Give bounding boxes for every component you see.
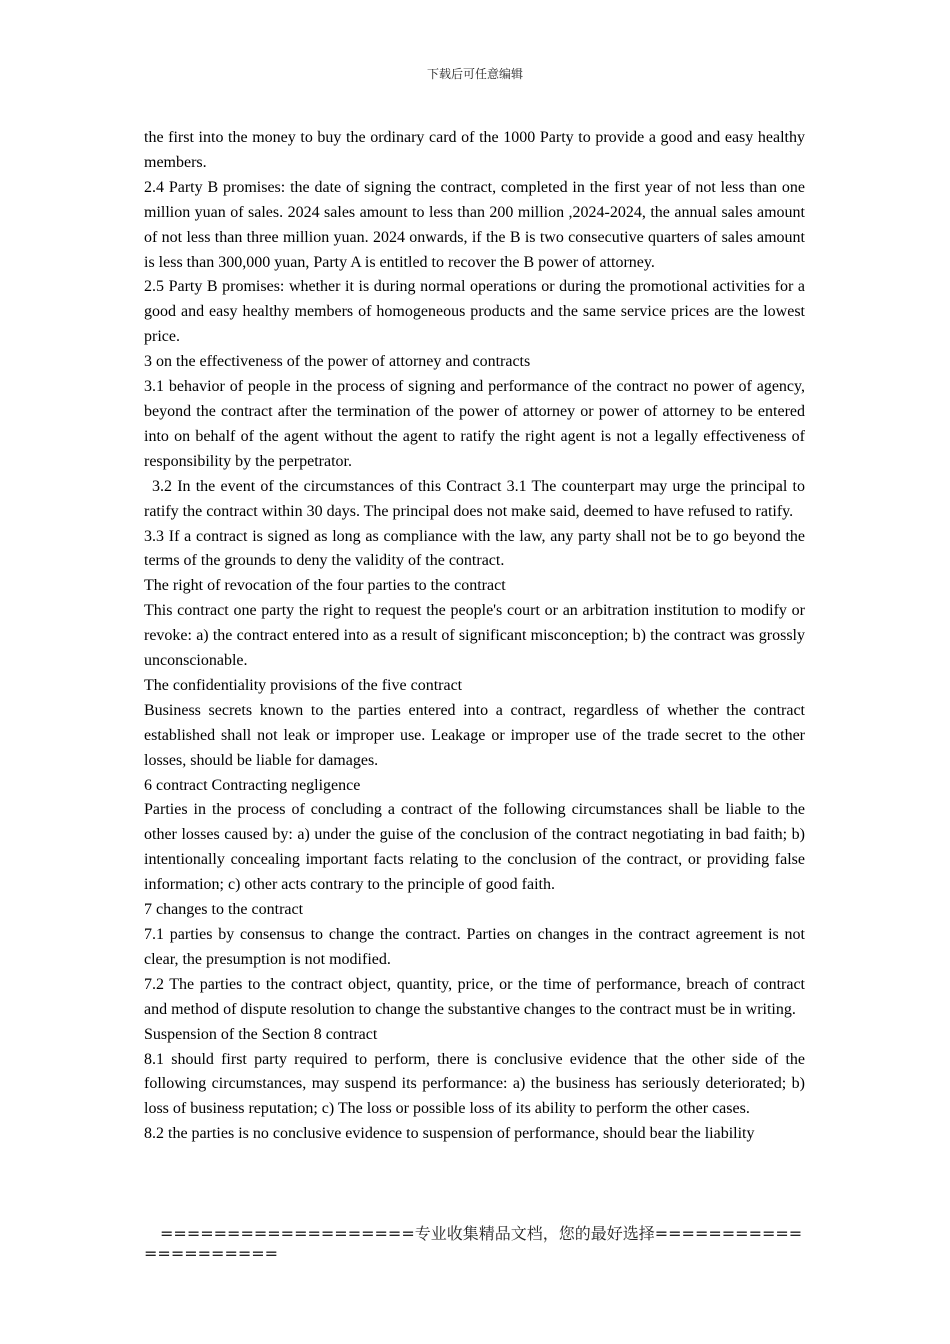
page-header: 下载后可任意编辑 [426,67,523,81]
section-heading-6: 6 contract Contracting negligence [144,776,361,794]
clause-8-2: 8.2 the parties is no conclusive evidence to suspension of performance, should bear the liability [144,1125,755,1143]
section-5-text: Business secrets known to the parties entered into a contract, regardless of whether the contract established shall not leak or improper use. Leakage or improper use of the trade secret to the other losses, should be liable for damages. [144,701,805,769]
clause-2-4: 2.4 Party B promises: the date of signing the contract, completed in the first year of not less than one million yuan of sales. 2024 sales amount to less than 200 million ,2024-2024, the annual sales amount of not less than three million yuan. 2024 onwards, if the B is two consecutive quarters of sales amount is less than 300,000 yuan, Party A is entitled to recover the B power of attorney. [144,178,805,271]
section-heading-4: The right of revocation of the four parties to the contract [144,577,506,595]
clause-7-1: 7.1 parties by consensus to change the contract. Parties on changes in the contract agreement is not clear, the presumption is not modified. [144,926,805,968]
paragraph-continuation: the first into the money to buy the ordinary card of the 1000 Party to provide a good and easy healthy members. [144,129,805,171]
page-footer [144,1224,805,1264]
clause-2-5: 2.5 Party B promises: whether it is during normal operations or during the promotional activities for a good and easy healthy members of homogeneous products and the same service prices are the lowest price. [144,278,805,346]
section-heading-8: Suspension of the Section 8 contract [144,1025,378,1043]
clause-3-1: 3.1 behavior of people in the process of signing and performance of the contract no power of agency, beyond the contract after the termination of the power of attorney or power of attorney to be entered into on behalf of the agent without the agent to ratify the right agent is not a legally effectiveness of responsibility by the perpetrator. [144,378,805,470]
footer-text: ===================专业收集精品文档，您的最好选择===================== [144,1224,803,1263]
clause-7-2: 7.2 The parties to the contract object, quantity, price, or the time of performance, breach of contract and method of dispute resolution to change the substantive changes to the contract must be in writing. [144,975,805,1018]
clause-3-3: 3.3 If a contract is signed as long as compliance with the law, any party shall not be to go beyond the terms of the grounds to deny the validity of the contract. [144,527,805,570]
clause-8-1: 8.1 should first party required to perform, there is conclusive evidence that the other side of the following circumstances, may suspend its performance: a) the business has seriously deteriorated; b) loss of business reputation; c) The loss or possible loss of its ability to perform the other cases. [144,1050,805,1118]
section-4-text: This contract one party the right to request the people's court or an arbitration institution to modify or revoke: a) the contract entered into as a result of significant misconception; b) the contract was grossly unconscionable. [144,602,805,670]
section-heading-5: The confidentiality provisions of the five contract [144,676,463,694]
section-6-text: Parties in the process of concluding a contract of the following circumstances shall be liable to the other losses caused by: a) under the guise of the conclusion of the contract negotiating in bad faith; b) intentionally concealing important facts relating to the conclusion of the contract, or providing false information; c) other acts contrary to the principle of good faith. [144,801,805,894]
document-body [144,126,805,1147]
clause-3-2: 3.2 In the event of the circumstances of this Contract 3.1 The counterpart may urge the principal to ratify the contract within 30 days. The principal does not make said, deemed to have refused to ratify. [144,477,805,520]
section-heading-7: 7 changes to the contract [144,901,304,919]
section-heading-3: 3 on the effectiveness of the power of attorney and contracts [144,353,531,371]
